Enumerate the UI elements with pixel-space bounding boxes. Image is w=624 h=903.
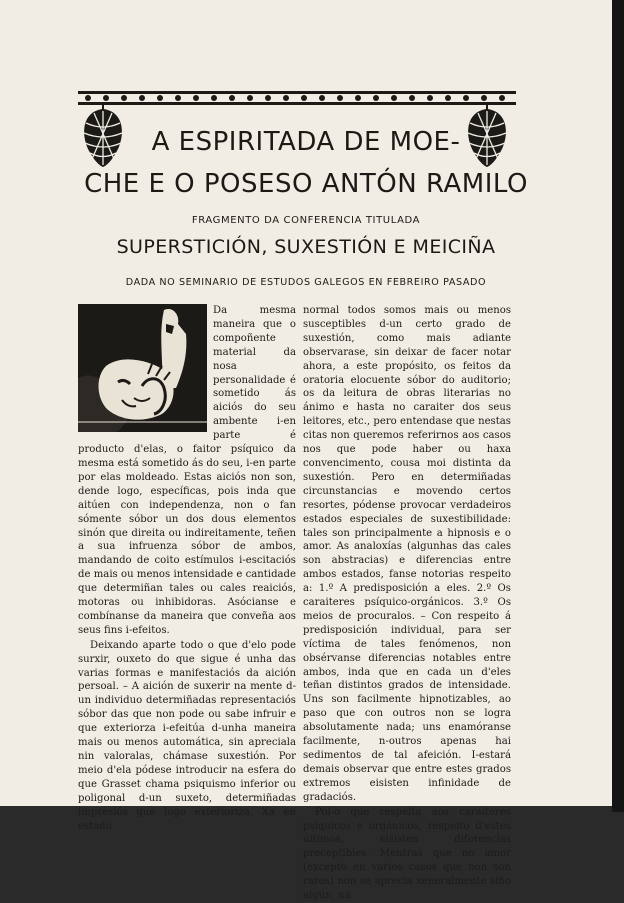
woodcut-illustration [78,304,207,432]
paragraph: Pol-o que respeita aos caraiteres psíquicos e orgánicos, respeito d'estes últimos, eisisten diferencias preceptibles. Mentras que no amor (excepto en varios casos que non son raros) non se aprecia xeneralmente siño algún, na [303,806,511,902]
scan-edge [612,0,624,812]
article-title-line-2: CHE E O POSESO ANTÓN RAMILO [84,169,528,199]
paragraph: normal todos somos mais ou menos susceptibles d-un certo grado de suxestión, como mais adiante observarase, sin deixar de facer notar ahora, a este propósito, os feitos da oratoria elocuente sóbor do auditorio; os da leitura de obras literarias no ánimo e hasta no caraiter dos seus leitores, etc., pero entendase que nestas citas non queremos referirnos aos casos nos que pode haber ou haxa convencimento, cousa moi distinta da suxestión. Pero en determiñadas circunstancias e movendo certos resortes, pódense provocar verdadeiros estados especiales de suxestibilidade: tales son principalmente a hipnosis e o amor. As analoxías (algunhas das cales son abstracias) e diferencias entre ambos estados, fanse notorias respeito a: 1.º A predisposición a eles. 2.º Os caraiteres psíquico-orgánicos. 3.º Os meios de procuralos. – Con respeito á predisposición individual, para ser víctima de tales fenómenos, non obsérvanse diferencias notables entre ambos, inda que en cada un d'eles teñan distintos grados de intensidade. Uns son facilmente hipnotizables, ao paso que con outros non se logra absolutamente nada; uns enamóranse facilmente, n-outros apenas hai sedimentos de tal afeición. I-estará demais observar que entre estes grados extremos eisisten infinidade de gradaciós. [303,305,511,803]
conference-title: SUPERSTICIÓN, SUXESTIÓN E MEICIÑA [116,236,496,258]
article-subtitle: FRAGMENTO DA CONFERENCIA TITULADA [191,215,421,226]
article-title-line-1: A ESPIRITADA DE MOE- [151,127,461,157]
text-column-left [78,304,296,832]
paragraph: Deixando aparte todo o que d'elo pode surxir, ouxeto do que sigue é unha das varias formas e manifestaciós da aición persoal. – A aición de suxerir na mente d-un individuo determiñadas representaciós sóbor das que non pode ou sabe infruir e que exteriorza i-efeitúa d-unha maneira mais ou menos automática, sin apreciala nin valoralas, chámase suxestión. Por meio d'ela pódese introducir na esfera do que Grasset chama psiquismo inferior ou poligonal d-un suxeto, determiñadas impresiós que logo exterioriza. Xa en estado [78,639,296,832]
text-column-right [303,304,511,902]
paragraph: Da mesma maneira que o compoñente material da nosa personalidade é sometido ás aiciós do seu ambente i-en parte é producto d'elas, o faitor psíquico da mesma está sometido ás do seu, i-en parte por elas moldeado. Estas aiciós non son, dende logo, específicas, pois inda que aitúen con independenza, non o fan sómente sóbor un dos dous elementos sinón que direita ou indireitamente, teñen a sua infruenza sóbor de ambos, mandando de coito estímulos i-escitaciós de mais ou menos intensidade e cantidade que determiñan tales ou cales reaiciós, motoras ou inhibidoras. Asócianse e combínanse da maneira que conveña aos seus fins i-efeitos. [78,305,296,636]
ornamental-border [78,91,516,105]
conference-venue: DADA NO SEMINARIO DE ESTUDOS GALEGOS EN FEBREIRO PASADO [125,277,487,288]
